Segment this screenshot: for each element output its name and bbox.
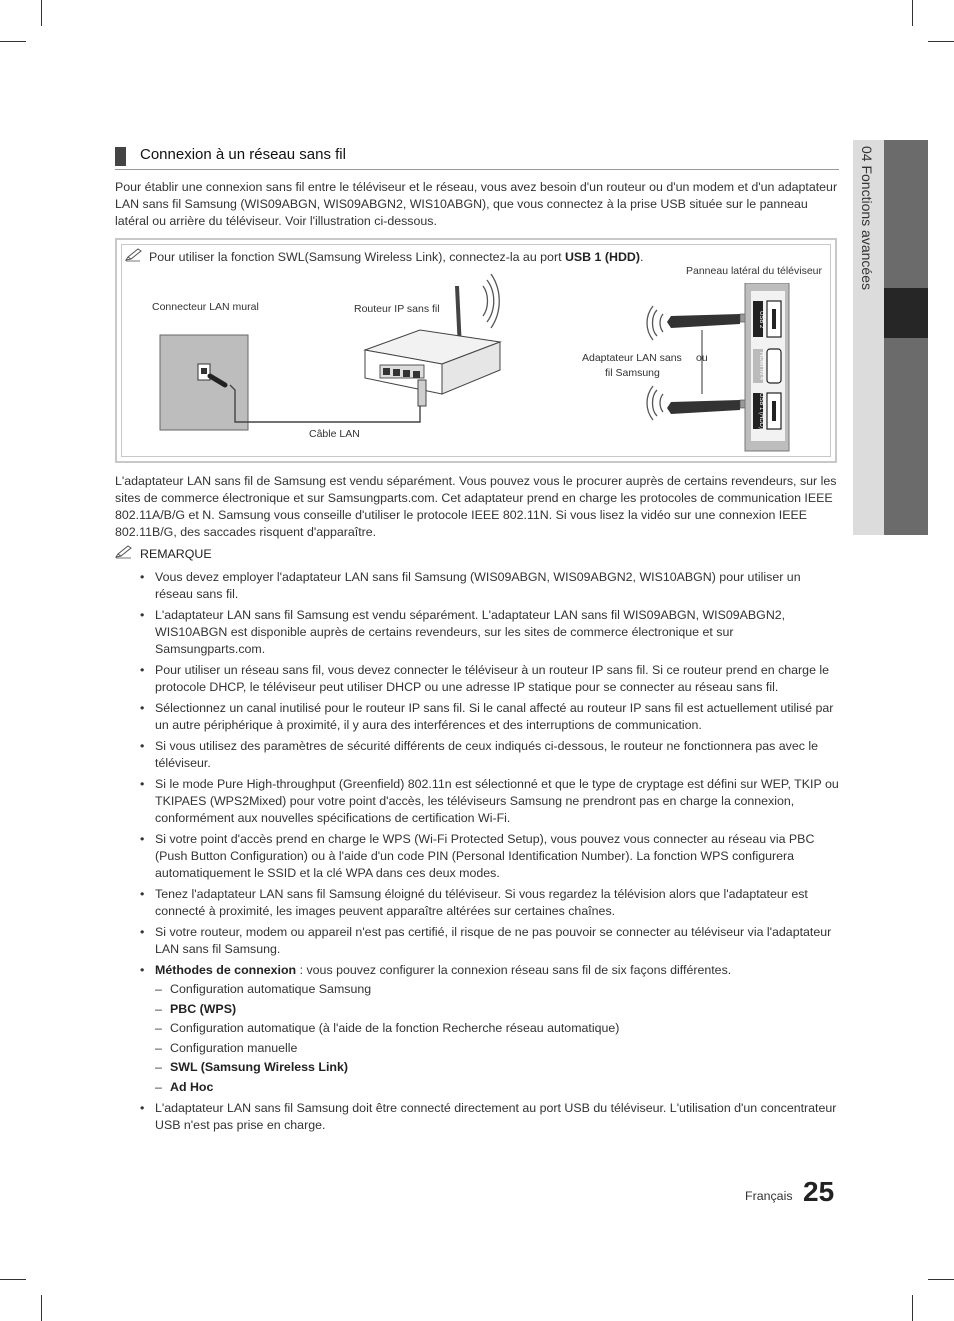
method-item: – Configuration manuelle [155, 1040, 840, 1057]
crop-mark [41, 1295, 42, 1321]
crop-mark [41, 0, 42, 26]
crop-mark [928, 41, 954, 42]
list-item-methods [140, 962, 840, 1096]
list-item: • Tenez l'adaptateur LAN sans fil Samsung éloigné du téléviseur. Si vous regardez la télévision alors que l'adaptateur est connecté à proximité, les images peuvent apparaître altérées sur certaines chaînes. [140, 886, 840, 920]
list-item: • L'adaptateur LAN sans fil Samsung doit être connecté directement au port USB du téléviseur. L'utilisation d'un concentrateur USB n'est pas prise en charge. [140, 1100, 840, 1134]
chapter-label: 04 Fonctions avancées [859, 146, 875, 290]
methods-sublist [155, 981, 840, 1096]
list-item: • Si votre point d'accès prend en charge le WPS (Wi-Fi Protected Setup), vous pouvez vous connecter au réseau via PBC (Push Button Configuration) ou à l'aide d'un code PIN (Personal Identification Number). La fonction WPS configurera automatiquement le SSID et la clé WPA dans ces deux modes. [140, 831, 840, 882]
section-heading [115, 145, 839, 170]
label-wall-connector: Connecteur LAN mural [152, 301, 259, 313]
port-usb2-label: USB 2 [758, 311, 764, 329]
label-or: ou [696, 352, 708, 364]
crop-mark [0, 41, 26, 42]
list-item: • Si votre routeur, modem ou appareil n'est pas certifié, il risque de ne pas pouvoir se connecter au téléviseur via l'adaptateur LAN sans fil Samsung. [140, 924, 840, 958]
chapter-side-tab [853, 140, 928, 535]
port-usb1-label: USB 1 (HDD) [758, 393, 764, 429]
method-item: – Configuration automatique Samsung [155, 981, 840, 998]
crop-mark [0, 1279, 26, 1280]
list-item: • Sélectionnez un canal inutilisé pour le routeur IP sans fil. Si le canal affecté au routeur IP sans fil est actuellement utilisé par un autre périphérique à proximité, il y aura des interférences et des interruptions de communication. [140, 700, 840, 734]
method-item: – PBC (WPS) [155, 1001, 840, 1018]
crop-mark [912, 1295, 913, 1321]
label-adapter-line2: fil Samsung [605, 367, 660, 379]
method-item: – Ad Hoc [155, 1079, 840, 1096]
label-router: Routeur IP sans fil [354, 303, 440, 315]
list-item: • L'adaptateur LAN sans fil Samsung est vendu séparément. L'adaptateur LAN sans fil WIS09ABGN, WIS09ABGN2, WIS10ABGN est disponible auprès de certains revendeurs, sur les sites de commerce électronique et sur Samsungparts.com. [140, 607, 840, 658]
method-item: – Configuration automatique (à l'aide de la fonction Recherche réseau automatique) [155, 1020, 840, 1037]
footer-language: Français [745, 1189, 793, 1203]
note-pencil-icon [125, 248, 143, 262]
methods-label: Méthodes de connexion [155, 963, 297, 977]
methods-text: : vous pouvez configurer la connexion réseau sans fil de six façons différentes. [296, 963, 732, 977]
method-item: – SWL (Samsung Wireless Link) [155, 1059, 840, 1076]
list-item: • Vous devez employer l'adaptateur LAN sans fil Samsung (WIS09ABGN, WIS09ABGN2, WIS10ABGN) pour utiliser un réseau sans fil. [140, 569, 840, 603]
section-title: Connexion à un réseau sans fil [140, 146, 346, 163]
label-lan-cable: Câble LAN [309, 428, 360, 440]
label-tv-panel: Panneau latéral du téléviseur [686, 265, 823, 277]
list-item: • Si le mode Pure High-throughput (Greenfield) 802.11n est sélectionné et que le type de cryptage est défini sur WEP, TKIP ou TKIPAES (WPS2Mixed) pour votre point d'accès, les téléviseurs Samsung ne prendront pas en charge la connexion, conformément aux nouvelles spécifications de certification Wi-Fi. [140, 776, 840, 827]
intro-paragraph: Pour établir une connexion sans fil entre le téléviseur et le réseau, vous avez besoin d'un routeur ou d'un modem et d'un adaptateur LAN sans fil Samsung (WIS09ABGN, WIS09ABGN2, WIS10ABGN), que vous connectez à la prise USB située sur le panneau latéral ou arrière du téléviseur. Voir l'illustration ci-dessous. [115, 180, 838, 228]
tv-side-panel-illustration [740, 283, 790, 453]
notes-list [140, 569, 840, 1138]
wireless-router-illustration [360, 272, 510, 412]
figure-note: Pour utiliser la fonction SWL(Samsung Wireless Link), connectez-la au port USB 1 (HDD). [149, 250, 644, 264]
label-adapter-line1: Adaptateur LAN sans [582, 352, 682, 364]
page-number: 25 [803, 1176, 835, 1207]
crop-mark [928, 1279, 954, 1280]
note-heading: REMARQUE [140, 547, 212, 561]
heading-marker [115, 147, 126, 166]
body-paragraph: L'adaptateur LAN sans fil de Samsung est vendu séparément. Vous pouvez vous le procurer auprès de certains revendeurs, sur les sites de commerce électronique et sur Samsungparts.com. Cet adaptateur prend en charge les protocoles de communication IEEE 802.11A/B/G et N. Samsung vous conseille d'utiliser le protocole IEEE 802.11N. Si vous lisez la vidéo sur une connexion IEEE 802.11B/G, des saccades risquent d'apparaître. [115, 474, 837, 539]
list-item: • Pour utiliser un réseau sans fil, vous devez connecter le téléviseur à un routeur IP sans fil. Si ce routeur prend en charge le protocole DHCP, le téléviseur peut utiliser DHCP ou une adresse IP statique pour se connecter au réseau sans fil. [140, 662, 840, 696]
crop-mark [912, 0, 913, 26]
wireless-adapter-illustration [645, 300, 755, 430]
port-hdmi-label: HDMI IN 4 [758, 351, 764, 380]
note-pencil-icon [115, 545, 135, 559]
list-item: • Si vous utilisez des paramètres de sécurité différents de ceux indiqués ci-dessous, le routeur ne fonctionnera pas avec le téléviseur. [140, 738, 840, 772]
